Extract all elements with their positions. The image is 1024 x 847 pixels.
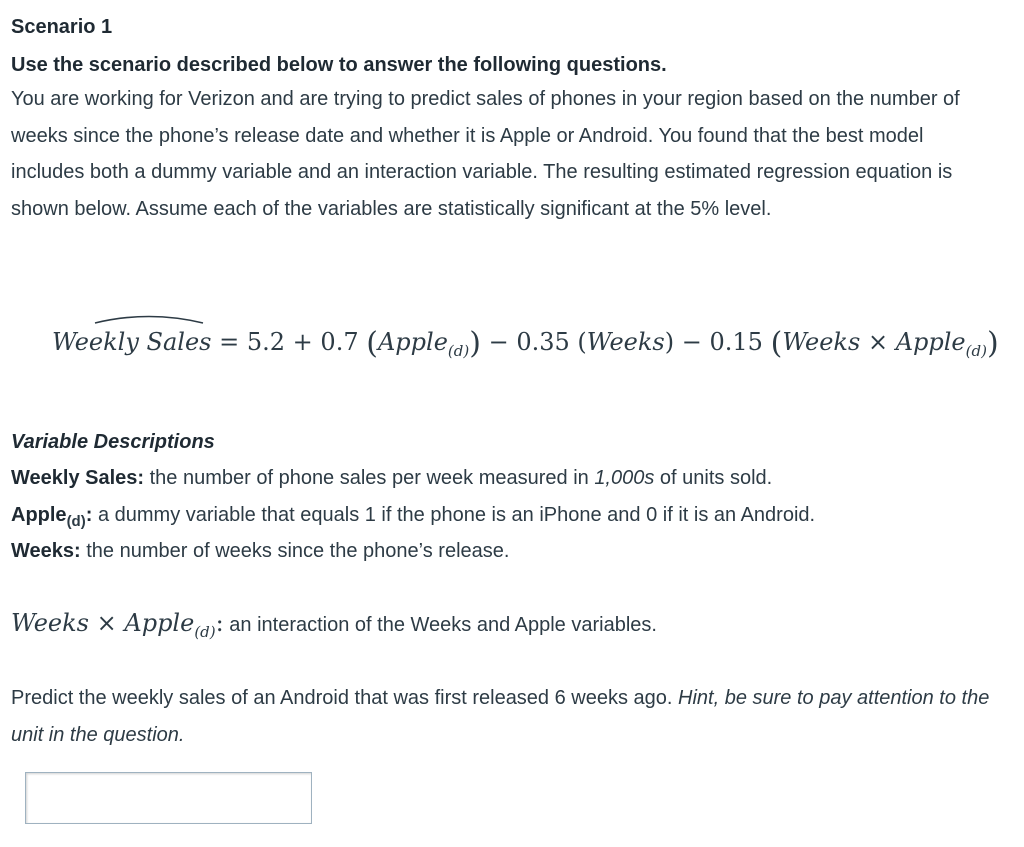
interaction-description [11, 606, 657, 649]
interaction-term: Weeks × Apple$_{(d)}$: [11, 609, 224, 641]
scenario-description: You are working for Verizon and are trying to predict sales of phones in your region based on the number of weeks since the phone’s release date and whether it is Apple or Android. You found that the best model includes both a dummy variable and an interaction variable. The resulting estimated regression equation is shown below. Assume each of the variables are statistically significant at the 5% level. [11, 88, 960, 220]
apple-label-subscript: (d) [66, 513, 86, 530]
interaction-weeks: Weeks [782, 328, 861, 356]
weekly-sales-unit: 1,000s [594, 467, 655, 489]
minus-sign: − [488, 328, 509, 356]
scenario-block [11, 14, 1001, 227]
interaction-apple-subscript: (d) [965, 341, 987, 360]
weeks-term: Weeks [586, 328, 665, 356]
plus-sign: + [292, 328, 313, 356]
interaction-apple: Apple [895, 328, 966, 356]
apple-label: Apple [11, 504, 67, 526]
question-text [11, 680, 1001, 753]
question-hint: Hint, be sure to pay attention to the unit in the question. [11, 687, 990, 746]
apple-term: Apple [377, 328, 448, 356]
scenario-title: Scenario 1 [11, 16, 113, 38]
apple-term-subscript: (d) [447, 341, 470, 360]
equals-sign: = [219, 328, 240, 356]
times-sign: × [867, 328, 889, 356]
variable-descriptions-heading: Variable Descriptions [11, 431, 215, 453]
regression-equation: Weekly Sales = 5.2 + 0.7 (Apple$_{(d)}$) − 0.35 (Weeks) − 0.15 (Weeks × Apple$_{(d)}$) [52, 322, 999, 371]
weeks-label: Weeks: [11, 540, 81, 562]
interaction-text: an interaction of the Weeks and Apple variables. [229, 614, 657, 636]
intercept: 5.2 [246, 328, 286, 356]
weekly-sales-description: Weekly Sales: the number of phone sales per week measured in 1,000s of units sold. [11, 467, 773, 489]
interaction-coefficient: 0.15 [709, 328, 763, 356]
hat-accent-icon [94, 314, 204, 324]
equation-lhs: Weekly Sales [52, 322, 211, 362]
question-prompt: Predict the weekly sales of an Android that was first released 6 weeks ago. [11, 687, 679, 709]
minus-sign-2: − [681, 328, 702, 356]
answer-input[interactable] [25, 772, 312, 824]
apple-description: Apple$_{(d)}$: a dummy variable that equals 1 if the phone is an iPhone and 0 if it is an Android. [11, 504, 816, 530]
scenario-instructions: Use the scenario described below to answer the following questions. [11, 54, 667, 76]
apple-coefficient: 0.7 [320, 328, 359, 356]
weeks-coefficient: 0.35 [516, 328, 570, 356]
weeks-description: Weeks: the number of weeks since the phone’s release. [11, 540, 510, 562]
weekly-sales-label: Weekly Sales: [11, 467, 145, 489]
